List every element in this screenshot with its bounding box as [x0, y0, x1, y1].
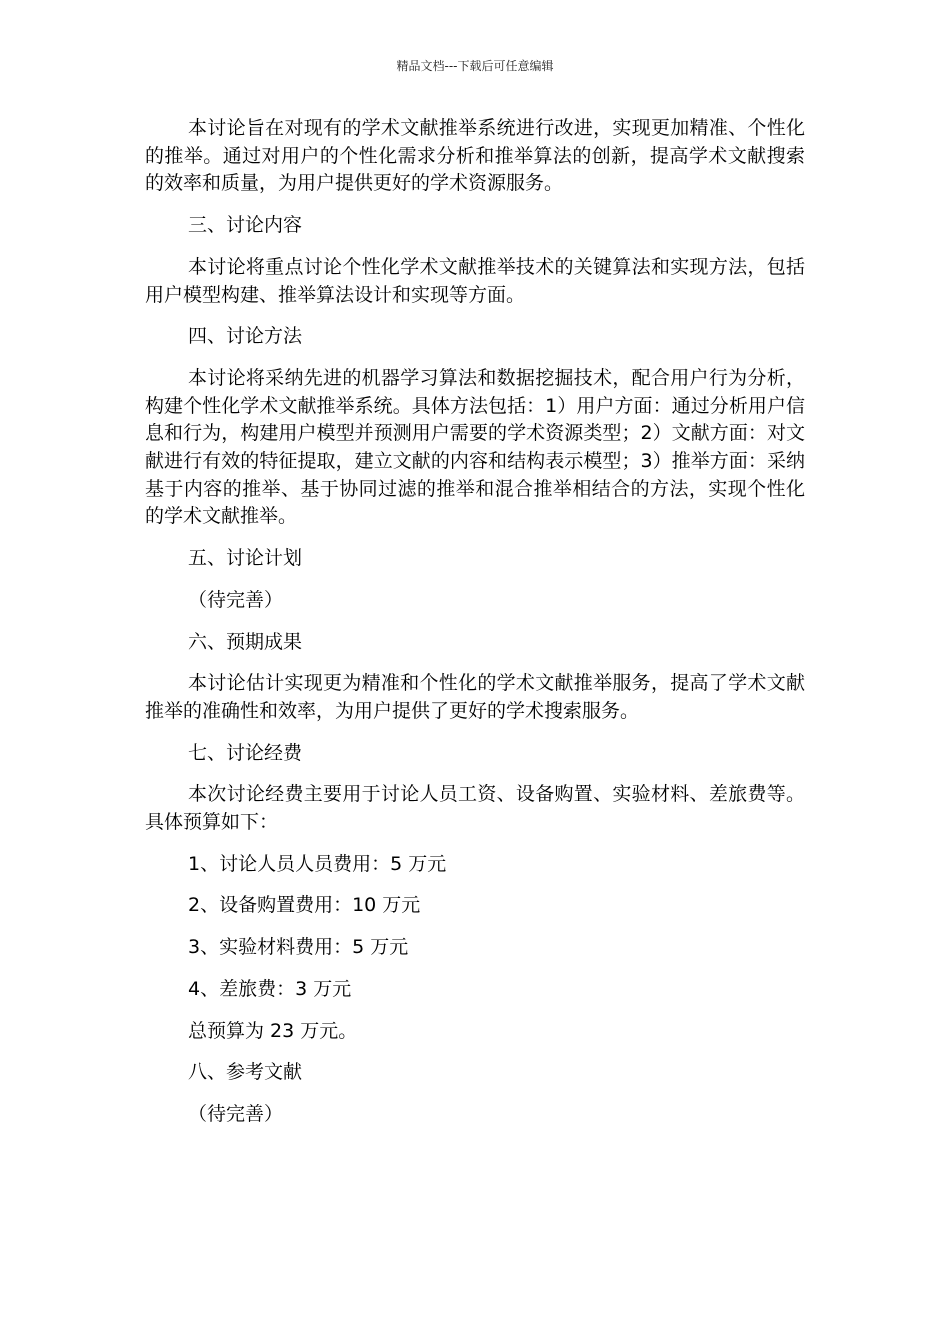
section-3-paragraph: 本讨论将重点讨论个性化学术文献推举技术的关键算法和实现方法，包括用户模型构建、推举算法设计和实现等方面。: [145, 255, 805, 306]
section-4-heading: 四、讨论方法: [188, 325, 303, 348]
goal-paragraph: 本讨论旨在对现有的学术文献推举系统进行改进，实现更加精准、个性化的推举。通过对用户的个性化需求分析和推举算法的创新，提高学术文献搜索的效率和质量，为用户提供更好的学术资源服务。: [145, 117, 805, 195]
section-4-paragraph: 本讨论将采纳先进的机器学习算法和数据挖掘技术，配合用户行为分析，构建个性化学术文献推举系统。具体方法包括：1）用户方面：通过分析用户信息和行为，构建用户模型并预测用户需要的学术资源类型；2）文献方面：对文献进行有效的特征提取，建立文献的内容和结构表示模型；3）推举方面：采纳基于内容的推举、基于协同过滤的推举和混合推举相结合的方法，实现个性化的学术文献推举。: [145, 366, 805, 528]
section-7-paragraph: 本次讨论经费主要用于讨论人员工资、设备购置、实验材料、差旅费等。具体预算如下：: [145, 783, 805, 834]
budget-item: 4、差旅费：3 万元: [188, 977, 352, 1000]
budget-total: 总预算为 23 万元。: [188, 1019, 358, 1042]
section-7-heading: 七、讨论经费: [188, 741, 303, 764]
document-body: [145, 115, 805, 1129]
budget-item: 2、设备购置费用：10 万元: [188, 894, 421, 917]
budget-item: 3、实验材料费用：5 万元: [188, 936, 409, 959]
section-8-note: （待完善）: [188, 1102, 284, 1125]
section-8-heading: 八、参考文献: [188, 1061, 303, 1084]
section-5-note: （待完善）: [188, 588, 284, 611]
section-6-paragraph: 本讨论估计实现更为精准和个性化的学术文献推举服务，提高了学术文献推举的准确性和效率，为用户提供了更好的学术搜索服务。: [145, 672, 805, 722]
section-6-heading: 六、预期成果: [188, 630, 303, 653]
section-3-heading: 三、讨论内容: [188, 214, 303, 237]
budget-item: 1、讨论人员人员费用：5 万元: [188, 852, 447, 875]
page-header: 精品文档---下载后可任意编辑: [396, 59, 554, 73]
section-5-heading: 五、讨论计划: [188, 547, 303, 570]
